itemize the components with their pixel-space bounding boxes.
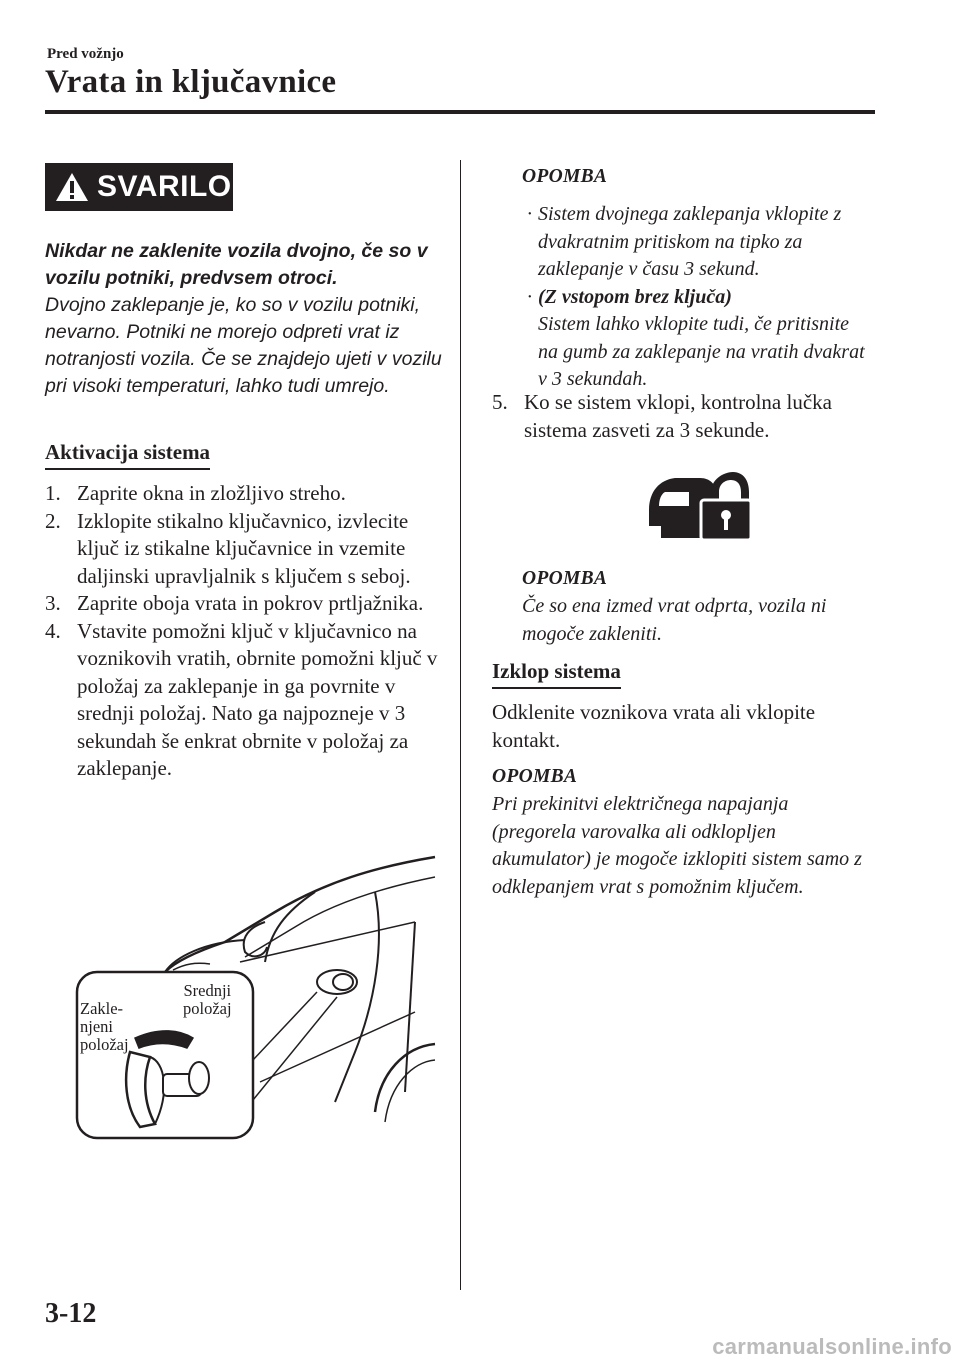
- bullet-text: Sistem lahko vklopite tudi, če pritisnite na gumb za zaklepanje na vratih dvakrat v 3 sekundah.: [538, 313, 865, 390]
- section-kicker: Pred vožnjo: [47, 46, 124, 62]
- step-text: Zaprite okna in zložljivo streho.: [77, 481, 346, 505]
- title-rule: [45, 110, 875, 114]
- step-item: [45, 508, 440, 591]
- column-divider: [460, 160, 461, 1290]
- step-item: [45, 480, 440, 508]
- note-heading: OPOMBA: [492, 766, 578, 787]
- deactivation-text: Odklenite voznikova vrata ali vklopite kontakt.: [492, 700, 816, 752]
- note-heading: OPOMBA: [522, 568, 608, 589]
- step-number: 4.: [45, 618, 61, 643]
- warning-banner: [45, 163, 233, 211]
- step-number: 1.: [45, 481, 61, 505]
- page-title: Vrata in ključavnice: [45, 64, 337, 100]
- bullet-dot: ·: [527, 203, 532, 225]
- warning-bold-text: Nikdar ne zaklenite vozila dvojno, če so v vozilu potniki, predvsem otroci.: [45, 240, 428, 289]
- step-number: 3.: [45, 591, 61, 615]
- warning-triangle-icon: [55, 172, 89, 202]
- warning-text: [45, 238, 445, 400]
- activation-heading: Aktivacija sistema: [45, 440, 210, 470]
- warning-label: SVARILO: [97, 170, 232, 203]
- note-text: Pri prekinitvi električnega napajanja (pregorela varovalka ali odklopljen akumulator) je mogoče izklopiti sistem samo z odklepanjem vrat s pomožnim ključem.: [492, 793, 862, 898]
- label-locked-position: Zakle- njeni položaj: [80, 999, 129, 1054]
- bullet-dot: ·: [527, 285, 532, 308]
- deactivation-section: [492, 659, 621, 689]
- door-lock-illustration: [75, 852, 437, 1140]
- page-number: 3-12: [45, 1298, 97, 1329]
- step-item: [45, 590, 440, 618]
- bullet-text: Sistem dvojnega zaklepanja vklopite z dvakratnim pritiskom na tipko za zaklepanje v času 3 sekund.: [538, 203, 842, 280]
- list-item: [527, 284, 872, 394]
- bullet-subheading: (Z vstopom brez ključa): [538, 285, 732, 308]
- activation-section: [45, 440, 210, 470]
- watermark: carmanualsonline.info: [712, 1334, 952, 1359]
- step-number: 5.: [492, 390, 508, 414]
- note-heading: OPOMBA: [522, 166, 608, 187]
- label-middle-position: Srednji položaj: [183, 981, 232, 1018]
- note-bullets: [527, 201, 872, 394]
- list-item: [527, 201, 872, 284]
- step-text: Zaprite oboja vrata in pokrov prtljažnika.: [77, 591, 424, 615]
- deactivation-heading: Izklop sistema: [492, 659, 621, 689]
- step-item: [45, 618, 440, 783]
- warning-body-text: Dvojno zaklepanje je, ko so v vozilu potniki, nevarno. Potniki ne morejo odpreti vrat iz notranjosti vozila. Če se znajdejo ujeti v vozilu pri visoki temperaturi, lahko tudi umrejo.: [45, 294, 442, 397]
- double-lock-indicator-icon: [645, 470, 751, 542]
- step-number: 2.: [45, 508, 61, 533]
- activation-steps: [45, 480, 440, 783]
- step-text: Izklopite stikalno ključavnico, izvlecite ključ iz stikalne ključavnice in vzemite daljinski upravljalnik s ključem s seboj.: [77, 508, 411, 588]
- step-text: Ko se sistem vklopi, kontrolna lučka sistema zasveti za 3 sekunde.: [524, 390, 832, 442]
- step-text: Vstavite pomožni ključ v ključavnico na voznikovih vratih, obrnite pomožni ključ v položaj za zaklepanje in ga povrnite v srednji položaj. Nato ga najpozneje v 3 sekundah še enkrat obrnite v položaj za zaklepanje.: [77, 618, 438, 780]
- step-item-5: [492, 389, 872, 444]
- note-text: Če so ena izmed vrat odprta, vozila ni mogoče zakleniti.: [522, 595, 827, 645]
